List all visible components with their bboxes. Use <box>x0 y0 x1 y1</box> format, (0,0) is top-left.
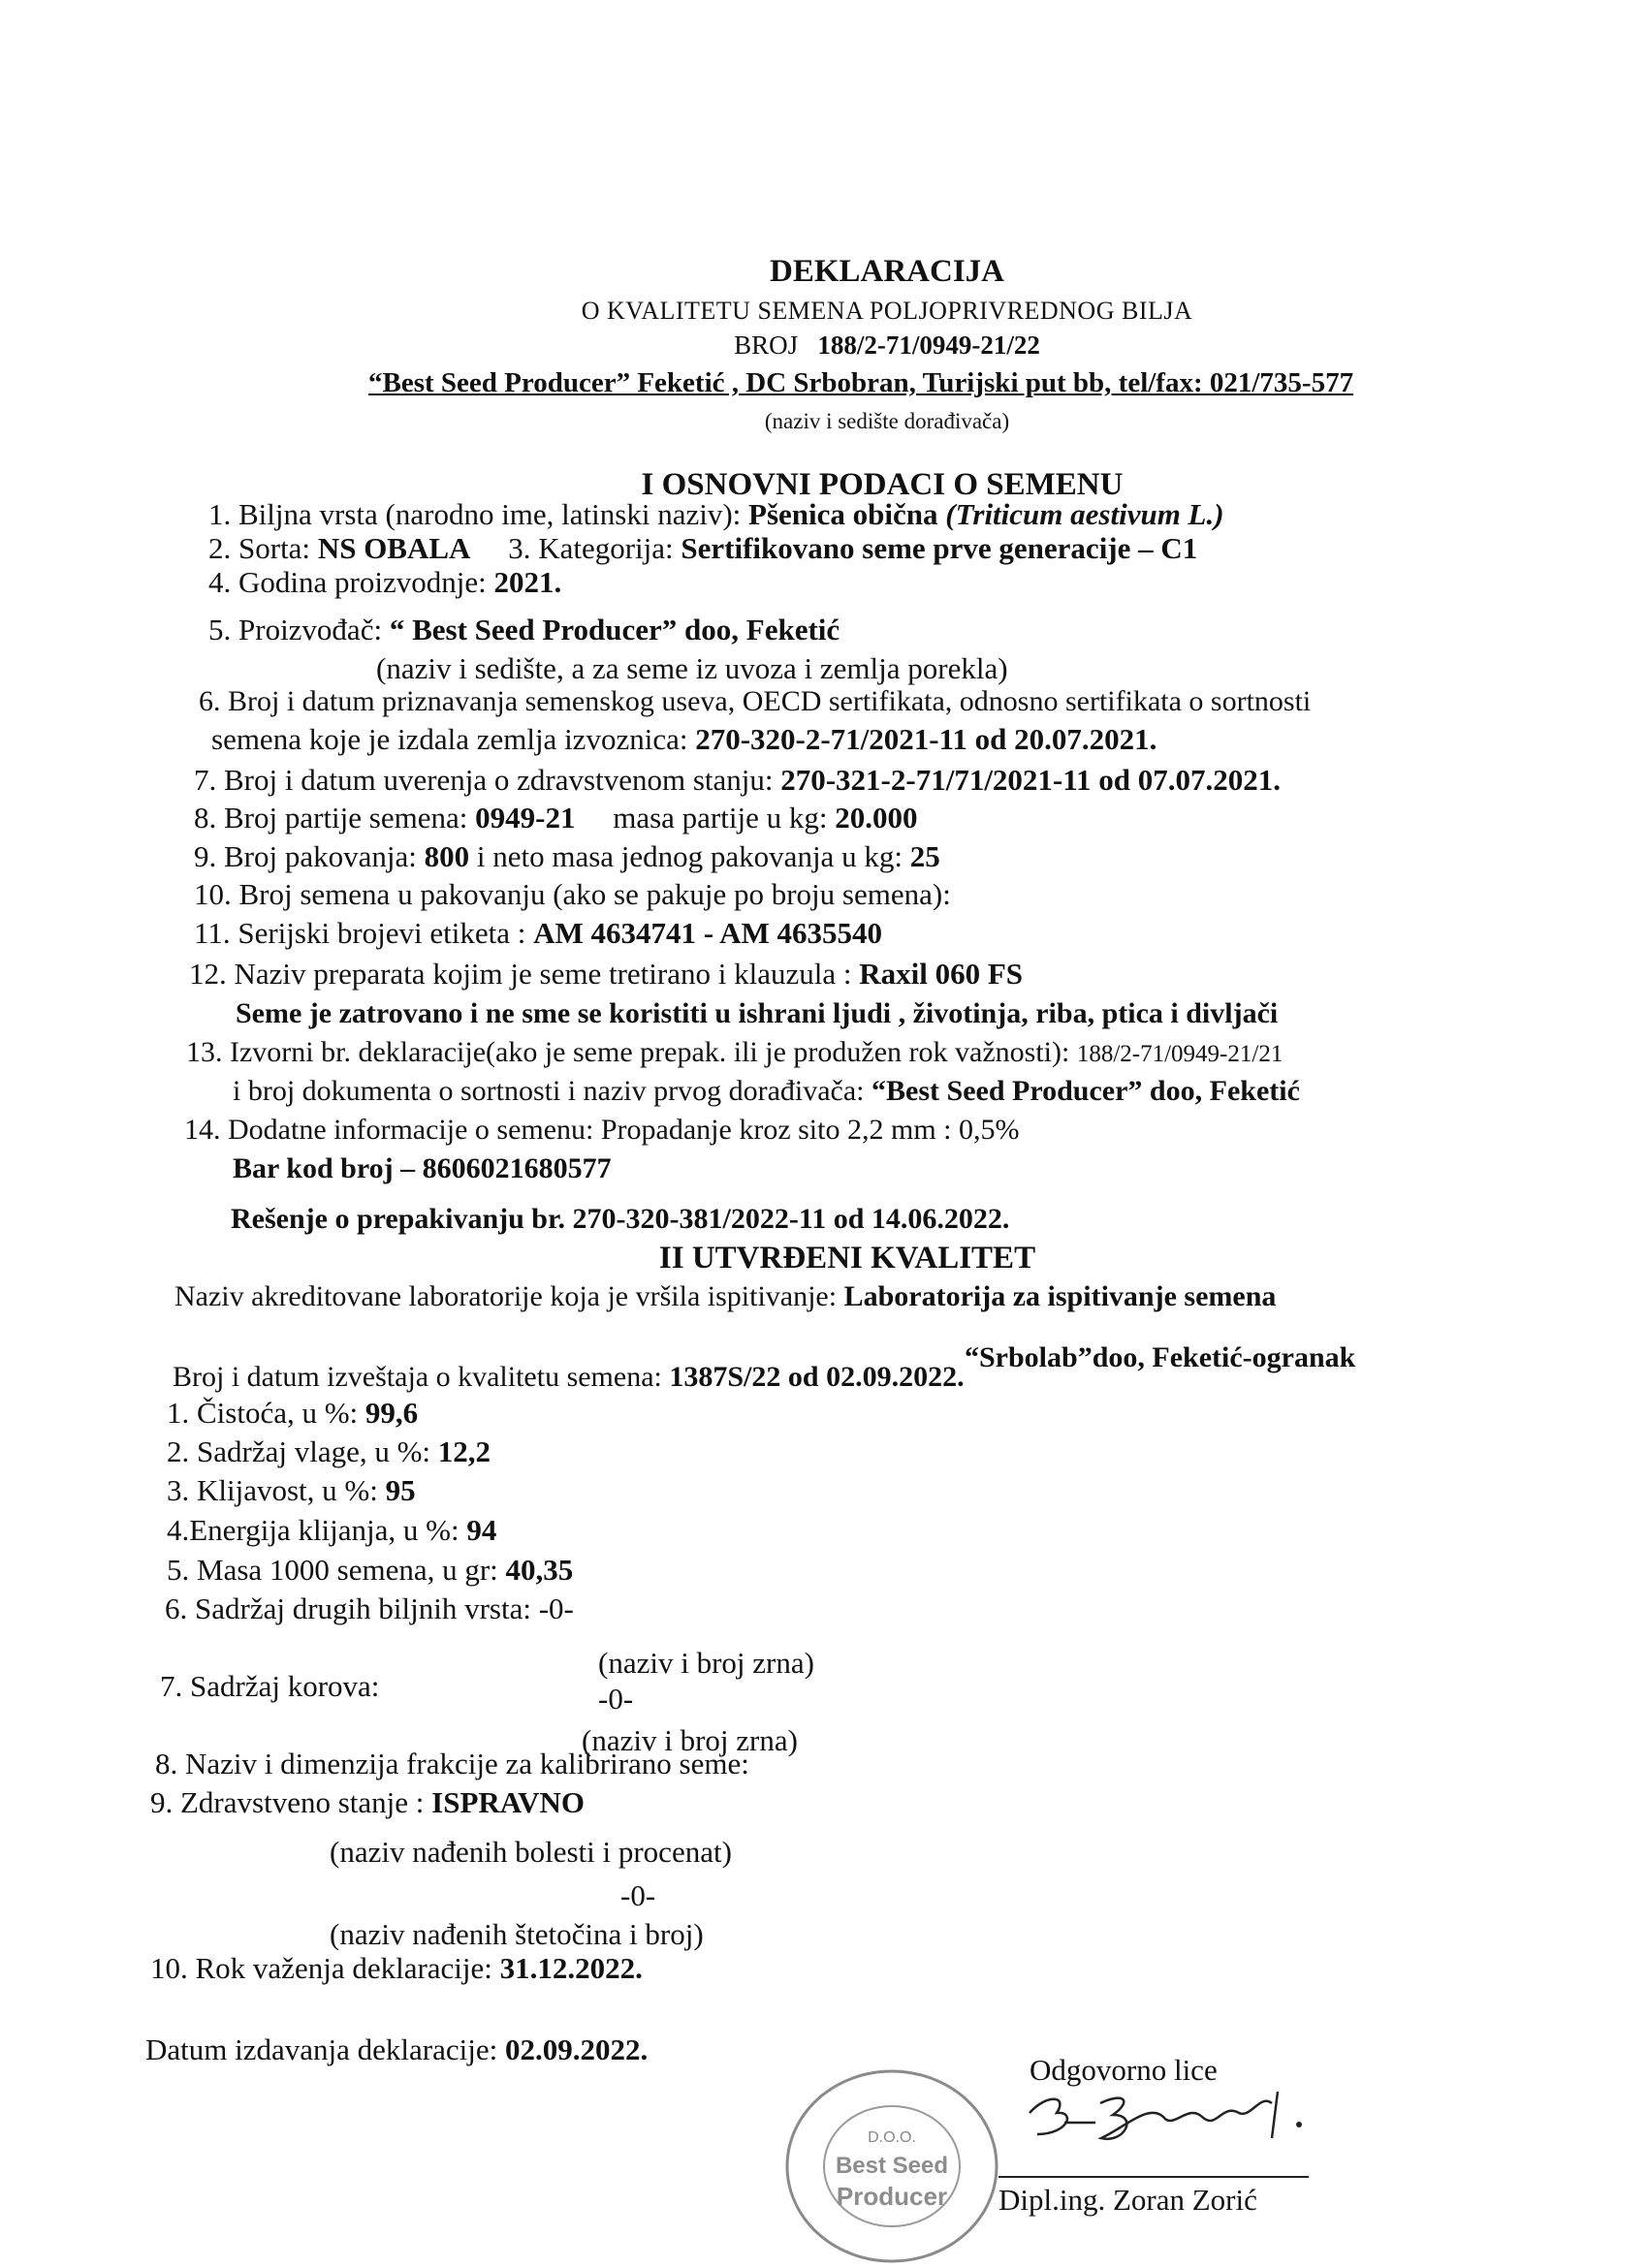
document-title: DEKLARACIJA <box>769 254 1005 289</box>
item-11: 11. Serijski brojevi etiketa : AM 4634741 - AM 4635540 <box>194 916 883 950</box>
quality-5: 5. Masa 1000 semena, u gr: 40,35 <box>167 1553 574 1587</box>
quality-1: 1. Čistoća, u %: 99,6 <box>167 1396 419 1430</box>
quality-4: 4.Energija klijanja, u %: 94 <box>167 1513 497 1547</box>
declaration-number <box>0 328 1648 362</box>
quality-7-caption: (naziv i broj zrna) <box>582 1723 798 1757</box>
section-1-title: I OSNOVNI PODACI O SEMENU <box>641 467 1124 502</box>
quality-2: 2. Sadržaj vlage, u %: 12,2 <box>167 1434 491 1468</box>
item-14: 14. Dodatne informacije o semenu: Propadanje kroz sito 2,2 mm : 0,5% <box>184 1114 1020 1146</box>
item-12-warning: Seme je zatrovano i ne sme se koristiti u ishrani ljudi , životinja, riba, ptica i divljači <box>236 997 1279 1029</box>
item-5-caption: (naziv i sedište, a za seme iz uvoza i zemlja porekla) <box>376 651 1008 685</box>
item-13-cont: i broj dokumenta o sortnosti i naziv prvog dorađivača: “Best Seed Producer” doo, Feketić <box>233 1075 1300 1107</box>
issue-date: Datum izdavanja deklaracije: 02.09.2022. <box>145 2032 649 2066</box>
svg-text:Producer: Producer <box>836 2182 948 2211</box>
broj-value: 188/2-71/0949-21/22 <box>817 331 1040 360</box>
quality-6-caption: (naziv i broj zrna) <box>598 1646 814 1680</box>
quality-7: 7. Sadržaj korova: <box>160 1669 380 1703</box>
item-5: 5. Proizvođač: “ Best Seed Producer” doo, Feketić <box>208 613 840 646</box>
quality-9-caption: (naziv nađenih bolesti i procenat) <box>330 1835 732 1869</box>
quality-7-value: -0- <box>598 1682 634 1716</box>
item-10: 10. Broj semena u pakovanju (ako se pakuje po broju semena): <box>194 877 951 911</box>
quality-6: 6. Sadržaj drugih biljnih vrsta: -0- <box>165 1591 574 1625</box>
signature-icon <box>1018 2074 1318 2161</box>
quality-10: 10. Rok važenja deklaracije: 31.12.2022. <box>150 1951 643 1985</box>
item-2-3: 2. Sorta: NS OBALA 3. Kategorija: Sertifikovano seme prve generacije – C1 <box>208 531 1198 565</box>
quality-8: 8. Naziv i dimenzija frakcije za kalibrirano seme: <box>155 1747 749 1780</box>
signer-name: Dipl.ing. Zoran Zorić <box>998 2183 1257 2217</box>
processor-caption: (naziv i sedište dorađivača) <box>764 409 1010 433</box>
responsible-person-label: Odgovorno lice <box>1030 2053 1218 2087</box>
item-12: 12. Naziv preparata kojim je seme tretirano i klauzula : Raxil 060 FS <box>189 957 1023 991</box>
quality-9-value2: -0- <box>620 1878 656 1912</box>
item-1: 1. Biljna vrsta (narodno ime, latinski naziv): Pšenica obična (Triticum aestivum L.) <box>208 497 1224 531</box>
quality-9: 9. Zdravstveno stanje : ISPRAVNO <box>150 1785 586 1819</box>
company-stamp-icon <box>780 2064 1003 2268</box>
item-9: 9. Broj pakovanja: 800 i neto masa jednog pakovanja u kg: 25 <box>194 839 940 873</box>
item-4: 4. Godina proizvodnje: 2021. <box>208 565 562 599</box>
signature-line <box>998 2176 1309 2178</box>
processor-line: “Best Seed Producer” Feketić , DC Srbobran, Turijski put bb, tel/fax: 021/735-577 <box>368 367 1354 398</box>
lab-line-cont: “Srbolab”doo, Feketić-ogranak <box>965 1341 1356 1373</box>
broj-label: BROJ <box>734 331 799 360</box>
svg-text:Best Seed: Best Seed <box>835 2153 949 2179</box>
quality-3: 3. Klijavost, u %: 95 <box>167 1473 416 1507</box>
item-6-cont: semena koje je izdala zemlja izvoznica: 270-320-2-71/2021-11 od 20.07.2021. <box>211 722 1157 756</box>
svg-text:D.O.O.: D.O.O. <box>868 2129 916 2146</box>
document-subtitle: O KVALITETU SEMENA POLJOPRIVREDNOG BILJA <box>581 297 1193 325</box>
item-13: 13. Izvorni br. deklaracije(ako je seme prepak. ili je produžen rok važnosti): 188/2-71/0949-21/21 <box>186 1036 1284 1068</box>
quality-9-caption2: (naziv nađenih štetočina i broj) <box>330 1917 704 1951</box>
lab-line: Naziv akreditovane laboratorije koja je vršila ispitivanje: Laboratorija za ispitivanje semena <box>174 1280 1277 1312</box>
item-6: 6. Broj i datum priznavanja semenskog useva, OECD sertifikata, odnosno sertifikata o sortnosti <box>199 685 1312 717</box>
section-2-title: II UTVRĐENI KVALITET <box>658 1241 1036 1276</box>
report-line: Broj i datum izveštaja o kvalitetu semena: 1387S/22 od 02.09.2022. <box>173 1361 965 1393</box>
item-7: 7. Broj i datum uverenja o zdravstvenom stanju: 270-321-2-71/71/2021-11 od 07.07.2021. <box>194 763 1282 797</box>
bar-code: Bar kod broj – 8606021680577 <box>233 1152 612 1184</box>
item-8: 8. Broj partije semena: 0949-21 masa partije u kg: 20.000 <box>194 801 918 835</box>
repackaging-decision: Rešenje o prepakivanju br. 270-320-381/2022-11 od 14.06.2022. <box>231 1203 1010 1235</box>
